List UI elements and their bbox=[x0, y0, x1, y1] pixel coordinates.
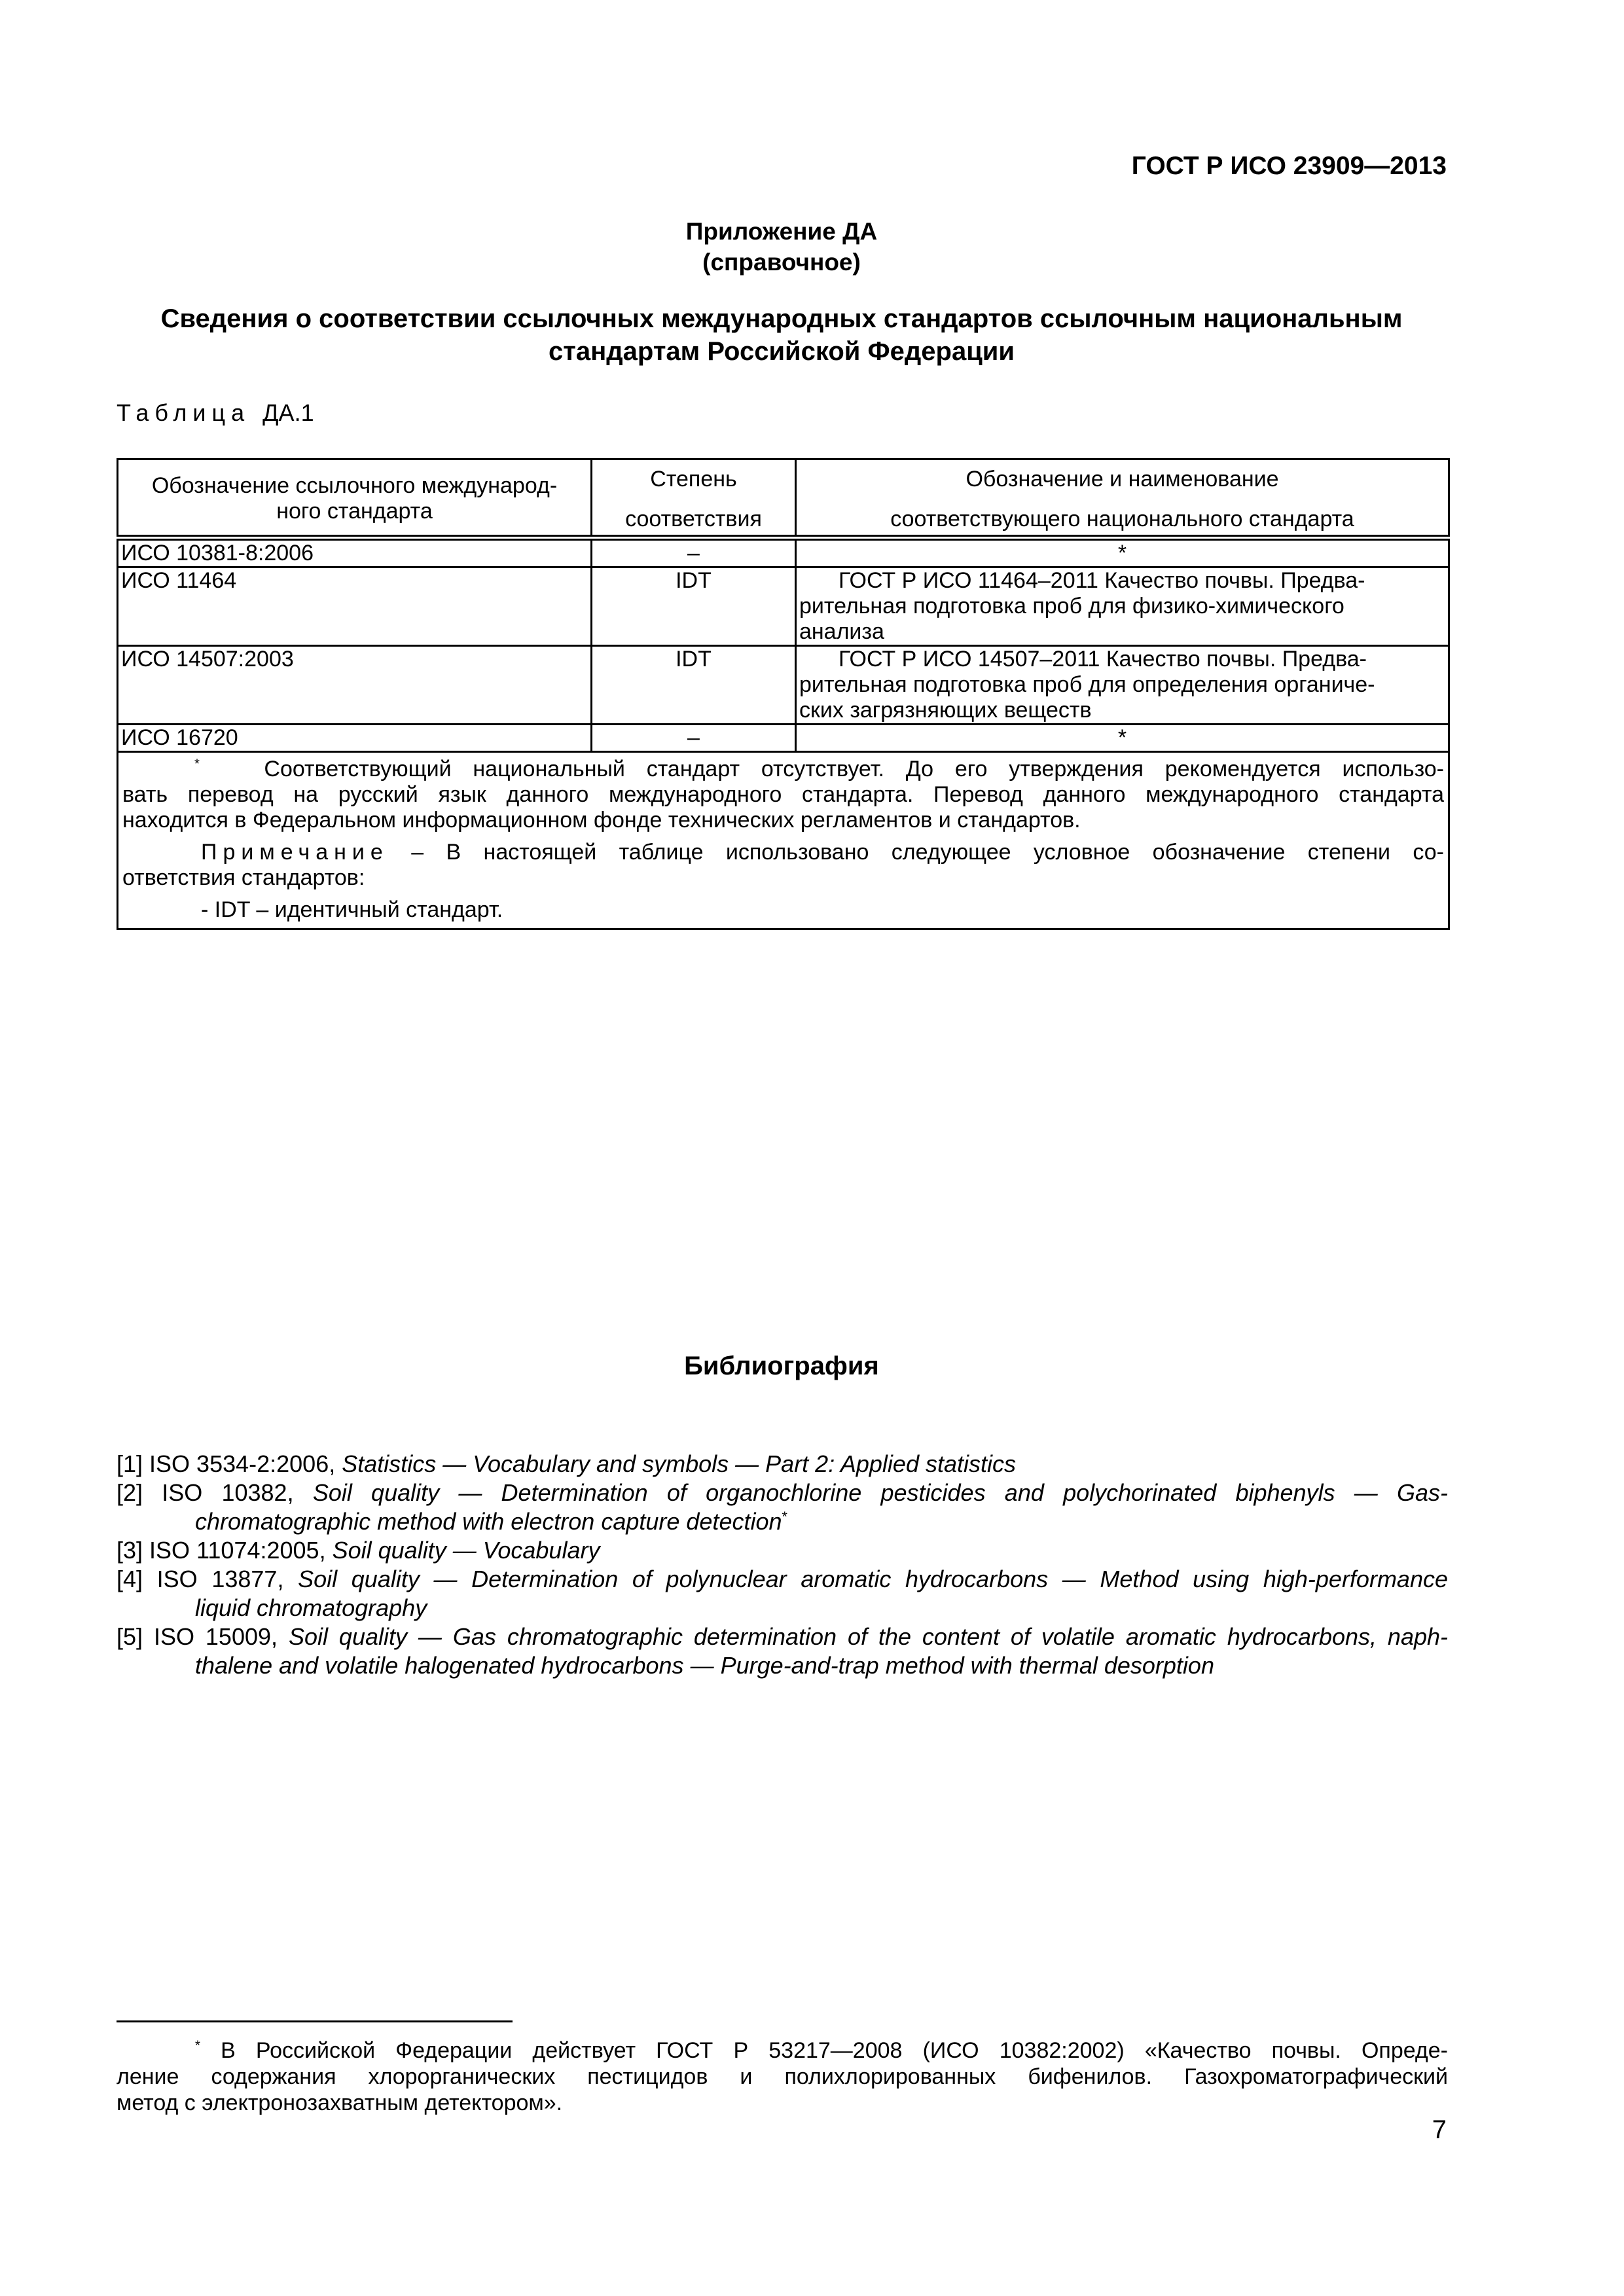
bib-title: Soil quality — Vocabulary bbox=[332, 1537, 600, 1564]
footnote-mark: * bbox=[195, 2038, 200, 2053]
table-footnote-mark: * bbox=[194, 757, 200, 772]
cell-national bbox=[796, 567, 1449, 646]
bibliography-item bbox=[117, 1623, 1448, 1680]
national-line: ских загрязняющих веществ bbox=[799, 698, 1092, 723]
bibliography-title: Библиография bbox=[684, 1352, 879, 1380]
bib-number: [4] ISO 13877, bbox=[117, 1566, 284, 1592]
bib-number: [1] ISO 3534-2:2006, bbox=[117, 1450, 336, 1477]
note-label: Примечание bbox=[201, 840, 389, 865]
bib-number: [5] ISO 15009, bbox=[117, 1623, 278, 1650]
national-line: рительная подготовка проб для физико-химического bbox=[799, 594, 1344, 619]
table-row bbox=[118, 567, 1449, 646]
bibliography-item bbox=[117, 1536, 1448, 1565]
cell-national: * bbox=[796, 725, 1449, 752]
national-line: ГОСТ Р ИСО 11464–2011 Качество почвы. Предва- bbox=[839, 568, 1365, 593]
footnote-separator bbox=[117, 2020, 513, 2022]
cell-national: * bbox=[796, 538, 1449, 567]
bib-title: Soil quality — Determination of organochlorine pesticides and polychorinated biphenyls — Gas- bbox=[312, 1479, 1448, 1506]
correspondence-table bbox=[117, 458, 1450, 930]
table-label-number: ДА.1 bbox=[262, 399, 314, 426]
header-col1-line2: ного стандарта bbox=[276, 499, 433, 524]
cell-standard: ИСО 16720 bbox=[118, 725, 592, 752]
footnote-line: метод с электронозахватным детектором». bbox=[117, 2090, 563, 2115]
bib-number: [2] ISO 10382, bbox=[117, 1479, 294, 1506]
bibliography-item bbox=[117, 1565, 1448, 1623]
note-line: ответствия стандартов: bbox=[122, 865, 365, 890]
table-header-row bbox=[118, 459, 1449, 538]
cell-degree: – bbox=[592, 725, 796, 752]
header-col2-line2: соответствия bbox=[625, 507, 762, 531]
bib-title: Statistics — Vocabulary and symbols — Part 2: Applied statistics bbox=[342, 1450, 1016, 1477]
bib-title: Soil quality — Determination of polynuclear aromatic hydrocarbons — Method using high-performance bbox=[298, 1566, 1448, 1592]
cell-standard: ИСО 10381-8:2006 bbox=[118, 538, 592, 567]
page-footnote bbox=[117, 2037, 1448, 2116]
table-row bbox=[118, 725, 1449, 752]
header-col2-line1: Степень bbox=[650, 467, 737, 492]
bib-title: Soil quality — Gas chromatographic determination of the content of volatile aromatic hydrocarbons, naph- bbox=[288, 1623, 1448, 1650]
cell-standard: ИСО 14507:2003 bbox=[118, 646, 592, 725]
table-footer-cell bbox=[118, 752, 1449, 929]
bibliography-list bbox=[117, 1450, 1448, 1680]
cell-degree: IDT bbox=[592, 567, 796, 646]
appendix-title: Приложение ДА bbox=[685, 218, 878, 245]
table-row bbox=[118, 646, 1449, 725]
cell-standard: ИСО 11464 bbox=[118, 567, 592, 646]
table-footnote bbox=[122, 757, 1444, 833]
footnote-line: В Российской Федерации действует ГОСТ Р 53217—2008 (ИСО 10382:2002) «Качество почвы. Опреде- bbox=[221, 2038, 1448, 2063]
national-line: ГОСТ Р ИСО 14507–2011 Качество почвы. Предва- bbox=[839, 647, 1367, 672]
table-footnote-line: Соответствующий национальный стандарт отсутствует. До его утверждения рекомендуется использо- bbox=[264, 757, 1445, 781]
bib-number: [3] ISO 11074:2005, bbox=[117, 1537, 326, 1564]
cell-national bbox=[796, 646, 1449, 725]
header-col1-line1: Обозначение ссылочного международ- bbox=[151, 473, 558, 498]
header-col3-line2: соответствующего национального стандарта bbox=[890, 507, 1354, 531]
cell-degree: IDT bbox=[592, 646, 796, 725]
table-row bbox=[118, 538, 1449, 567]
heading-line-2: стандартам Российской Федерации bbox=[549, 337, 1015, 366]
page-number: 7 bbox=[1432, 2115, 1447, 2144]
table-label-word: Таблица bbox=[117, 399, 251, 426]
footnote-line: ление содержания хлорорганических пестицидов и полихлорированных бифенилов. Газохроматографический bbox=[117, 2064, 1448, 2089]
section-heading bbox=[117, 302, 1447, 368]
bib-title-cont: chromatographic method with electron capture detection bbox=[195, 1508, 782, 1535]
table-footer-row bbox=[118, 752, 1449, 929]
note-line: – В настоящей таблице использовано следующее условное обозначение степени со- bbox=[411, 840, 1444, 865]
document-code: ГОСТ Р ИСО 23909—2013 bbox=[1131, 152, 1447, 180]
header-national-standard bbox=[796, 459, 1449, 538]
table-footnote-line: вать перевод на русский язык данного международного стандарта. Перевод данного международного стандарта bbox=[122, 782, 1444, 807]
bib-footnote-mark: * bbox=[782, 1508, 787, 1524]
table-footnote-line: находится в Федеральном информационном фонде технических регламентов и стандартов. bbox=[122, 808, 1081, 833]
national-line: рительная подготовка проб для определения органиче- bbox=[799, 672, 1375, 697]
appendix-subtitle: (справочное) bbox=[702, 249, 861, 276]
appendix-title-block bbox=[117, 216, 1447, 278]
bibliography-item bbox=[117, 1450, 1448, 1479]
heading-line-1: Сведения о соответствии ссылочных международных стандартов ссылочным национальным bbox=[160, 304, 1403, 333]
table-note bbox=[122, 840, 1444, 891]
header-col3-line1: Обозначение и наименование bbox=[965, 467, 1279, 492]
header-international-standard bbox=[118, 459, 592, 538]
cell-degree: – bbox=[592, 538, 796, 567]
table-label bbox=[117, 399, 314, 427]
note-item: - IDT – идентичный стандарт. bbox=[201, 897, 503, 922]
bibliography-item bbox=[117, 1479, 1448, 1536]
header-degree bbox=[592, 459, 796, 538]
national-line: анализа bbox=[799, 619, 884, 644]
bib-title-cont: liquid chromatography bbox=[195, 1594, 427, 1621]
bib-title-cont: thalene and volatile halogenated hydrocarbons — Purge-and-trap method with thermal desorption bbox=[195, 1652, 1214, 1679]
